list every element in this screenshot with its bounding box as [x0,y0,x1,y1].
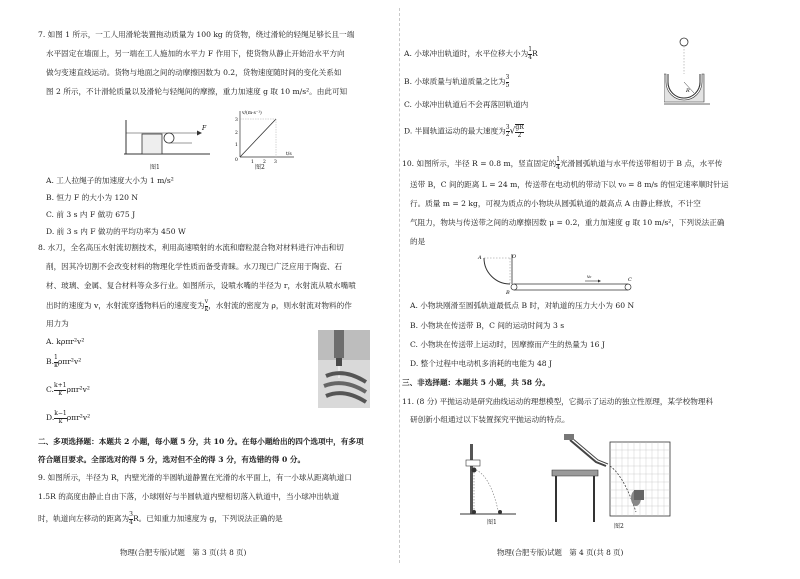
q8-option-b [46,355,81,369]
option-label: D. [46,413,55,422]
option-text: B. 小球质量与轨道质量之比为 [404,77,506,86]
q7-line3: 做匀变速直线运动。货物与地面之间的动摩擦因数为 0.2，货物速度随时间的变化关系如 [46,68,342,77]
q9-option-a [404,47,538,61]
q7-line1: 7. 如图 1 所示，一工人用滑轮装置拖动质量为 100 kg 的货物，绕过滑轮的轻绳足够长且一端 [38,30,355,39]
frac-num: 3 [129,511,133,518]
waterjet-photo [318,330,370,408]
frac-num: k+1 [53,382,67,389]
frac-den: 2 [505,131,510,138]
option-label: C. [46,385,54,394]
frac-den: 4 [528,53,533,61]
frac-den: k [54,361,58,369]
option-text: ρπr²v² [57,357,82,366]
q7-fig2-ylabel: v/(m·s⁻¹) [242,111,262,116]
q10-line1-part2: 光滑圆弧轨道与水平传送带相切于 B 点，水平传 [560,159,723,168]
frac-num: 1 [528,46,533,53]
page-footer-left: 物理(合肥专版)试题 第 3 页(共 8 页) [120,548,247,557]
q7-figure1-pulley [122,118,212,163]
page-footer-right: 物理(合肥专版)试题 第 4 页(共 8 页) [497,548,624,557]
q7-fig2-ytick: 2 [235,131,238,136]
q7-option-c: C. 前 3 s 内 F 做功 675 J [46,210,136,219]
option-fraction [506,75,510,89]
q8-line4-part1: 出时的速度为 v，水射流穿透物料后的速度变为 [46,301,205,310]
q9-semicircle-figure [664,30,712,112]
q7-figure2-vt-graph [224,108,296,164]
q10-option-a: A. 小物块刚滑至圆弧轨道最低点 B 时，对轨道的压力大小为 60 N [410,301,635,310]
q11-fig2-caption: 图2 [614,523,624,530]
option-text: ρπr²v² [66,385,90,394]
section2-line1: 二、多项选择题：本题共 2 小题，每小题 5 分，共 10 分。在每小题给出的四个选项中，有多项 [38,437,364,446]
frac-den: 2 [517,131,522,139]
q10-point-b-label: B [506,290,510,296]
frac-num: 1 [556,156,561,163]
frac-num: 3 [505,123,510,131]
frac-den: 5 [505,81,510,89]
q10-conveyor-figure [470,250,640,296]
q7-fig2-ytick: 3 [235,118,238,123]
q7-line4: 图 2 所示，不计滑轮质量以及滑轮与轻绳间的摩擦，重力加速度 g 取 10 m/s²。由此可知 [46,87,348,96]
q9-line3 [38,512,283,526]
option-root-fraction [515,124,523,139]
q9-line3-part2: R。已知重力加速度为 g，下列说法正确的是 [132,514,283,523]
q10-line2: 送带 B，C 间的距离 L = 24 m，传送带在电动机的带动下以 v₀ = 8 m/s 的恒定速率顺时针运 [410,180,729,189]
q8-option-a: A. kρπr²v² [46,337,85,346]
q9-line2: 1.5R 的高度由静止自由下落，小球刚好与半圆轨道内壁相切落入轨道中，当小球冲出轨道 [38,492,340,501]
q8-option-d [46,411,90,425]
q10-point-c-label: C [628,277,632,283]
option-text: ρπr²v² [66,413,91,422]
frac-den: k [58,417,63,425]
frac-den: 4 [129,518,133,526]
q10-line4: 气阻力，物块与传送带之间的动摩擦因数 μ = 0.2，重力加速度 g 取 10 m/s²，下列说法正确 [410,218,725,227]
q7-option-d: D. 前 3 s 内 F 做功的平均功率为 450 W [46,227,186,236]
option-fraction [54,411,66,425]
left-page [0,0,398,579]
option-text: D. 半圆轨道运动的最大速度为 [404,126,506,136]
sqrt-sign-icon: √ [509,126,516,137]
frac-num: v [204,298,209,305]
q10-point-o-label: O [512,254,517,260]
q10-line3: 行。质量 m = 2 kg，可视为质点的小物块从圆弧轨道的最高点 A 由静止释放，不计空 [410,199,701,208]
q8-line2: 削，因其冷切割不会改变材料的物理化学性质而备受青睐。水刀现已广泛应用于陶瓷、石 [46,262,343,271]
q10-option-d: D. 整个过程中电动机多消耗的电能为 48 J [410,359,553,368]
right-page [402,0,800,579]
section3-heading: 三、非选择题：本题共 5 小题，共 58 分。 [402,378,550,387]
q11-line2: 研创新小组通过以下装置探究平抛运动的特点。 [410,415,570,424]
q8-line4 [46,299,352,313]
option-fraction [54,383,66,397]
q9-line1: 9. 如图所示，半径为 R，内壁光滑的半圆轨道静置在光滑的水平面上，有一小球从距离轨道口 [38,473,352,482]
option-text: A. 小球冲出轨道时，水平位移大小为 [404,49,529,58]
section2-line2: 符合题目要求。全部选对的得 5 分，选对但不全的得 3 分，有选错的得 0 分。 [38,455,306,464]
q11-figure2-apparatus [550,432,672,524]
frac-num: 3 [505,74,510,81]
option-label: B. [46,357,54,366]
q9-line3-part1: 时，轨道向左移动的距离为 [38,514,130,523]
q9-radius-label: R [686,88,690,94]
q9-option-c: C. 小球冲出轨道后不会再落回轨道内 [404,100,529,109]
q8-line4-part2: ，水射流的密度为 ρ，则水射流对物料的作 [208,301,352,310]
q10-option-b: B. 小物块在传送带 B，C 间的运动时间为 3 s [410,321,565,330]
q7-fig2-xlabel: t/s [286,152,292,157]
q10-point-a-label: A [478,255,482,261]
q7-fig2-xtick: 1 [251,160,254,164]
q11-fig1-caption: 图1 [487,519,497,526]
q7-fig2-ytick: 1 [235,143,238,148]
q7-option-a: A. 工人拉绳子的加速度大小为 1 m/s² [46,176,174,185]
q10-line5: 的是 [410,237,426,246]
q7-fig2-xtick: 3 [274,160,277,164]
q7-force-label: F [202,125,207,132]
frac-num: gR [515,124,524,131]
q10-line1-part1: 10. 如图所示，半径 R = 0.8 m，竖直固定的 [402,159,557,168]
page-divider [399,8,400,563]
q10-line1 [402,157,722,171]
q8-option-c [46,383,90,397]
q9-option-d [404,124,524,139]
q11-line1: 11. (8 分) 平抛运动是研究曲线运动的理想模型，它揭示了运动的独立性原理，某学校物理科 [402,397,714,406]
q7-line2: 水平固定在墙面上，另一端在工人施加的水平力 F 作用下，使货物从静止开始沿水平方向 [46,49,345,58]
q8-line5: 用力为 [46,319,69,328]
q8-line3: 材、玻璃、金属、复合材料等众多行业。如图所示，设喷水嘴的半径为 r，水射流从喷水嘴喷 [46,281,356,290]
q11-figure1-apparatus [460,440,516,520]
frac-den: k [204,305,209,313]
frac-num: k−1 [54,410,67,417]
q9-option-b [404,75,509,89]
frac-den: 4 [556,163,561,171]
q7-option-b: B. 恒力 F 的大小为 120 N [46,193,139,202]
frac-num: 1 [54,354,58,361]
q10-v0-label: v₀ [587,275,592,280]
q7-fig1-caption: 图1 [150,164,160,171]
q8-line1: 8. 水刀，全名高压水射流切割技术，利用高速喷射的水流和磨粒混合物对材料进行冲击和切 [38,243,344,252]
frac-den: k [58,389,63,397]
q10-option-c: C. 小物块在传送带上运动时，因摩擦而产生的热量为 16 J [410,340,605,349]
q7-fig2-xtick: 2 [263,160,266,164]
q7-fig2-caption: 图2 [255,164,265,171]
q7-fig2-ytick: 0 [235,158,238,163]
option-text: R [532,49,538,58]
